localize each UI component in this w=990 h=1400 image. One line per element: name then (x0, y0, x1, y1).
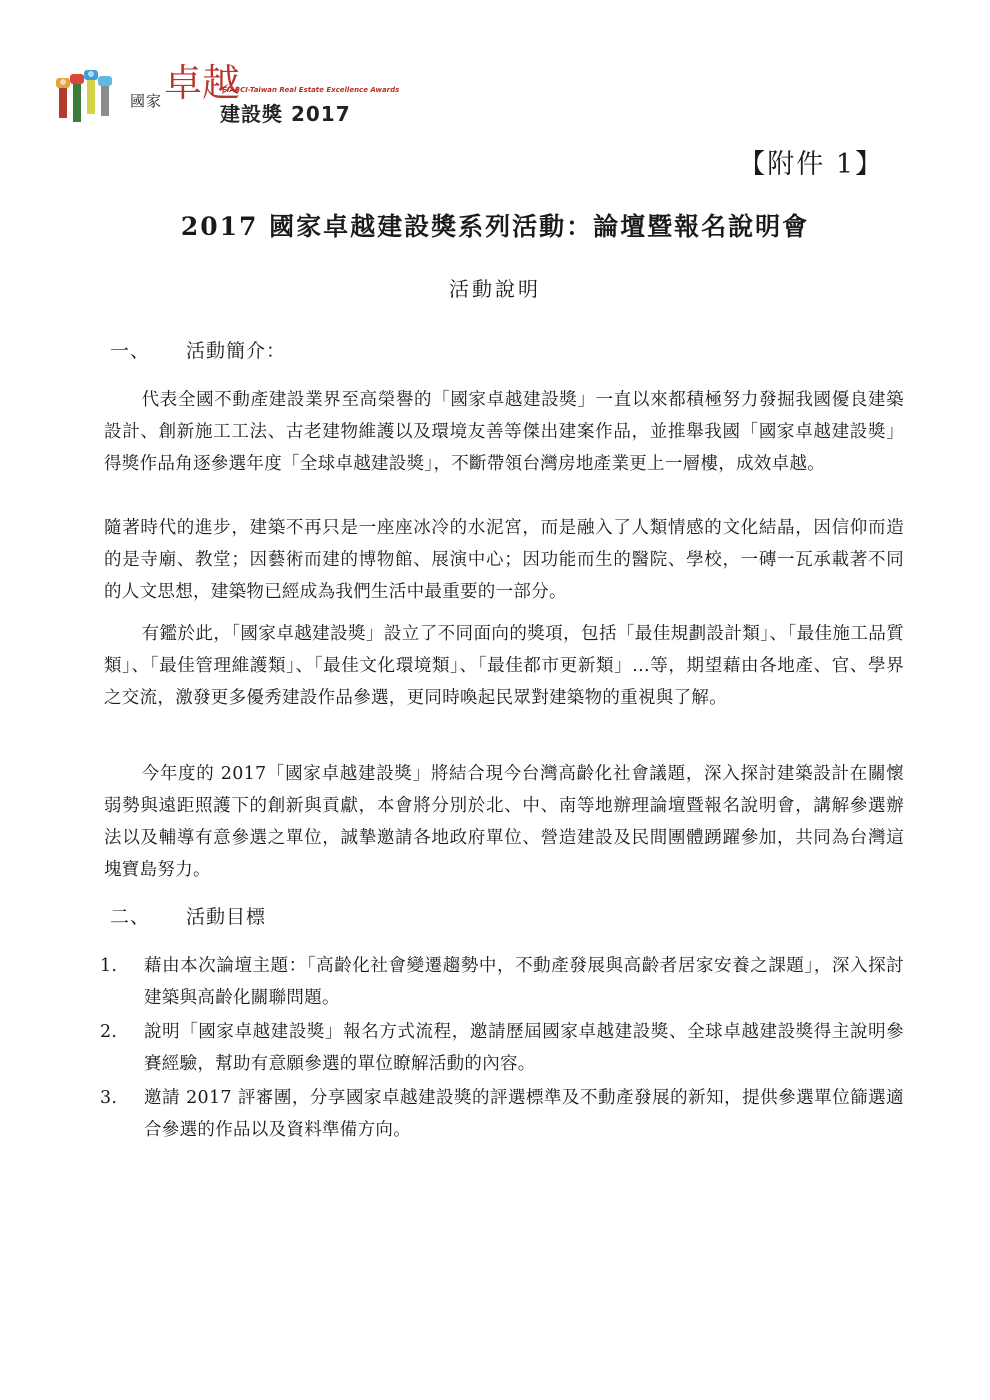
intro-paragraph-3: 有鑑於此，「國家卓越建設獎」設立了不同面向的獎項，包括「最佳規劃設計類」、「最佳施工品質類」、「最佳管理維護類」、「最佳文化環境類」、「最佳都市更新類」...等，期望藉由各地產、官、學界之交流，激發更多優秀建設作品參選，更同時喚起民眾對建築物的重視與了解。 (104, 624, 904, 708)
page-title: 2017 國家卓越建設獎系列活動：論壇暨報名說明會 (180, 212, 810, 241)
page-subtitle: 活動說明 (449, 277, 541, 301)
list-item-text: 邀請 2017 評審團，分享國家卓越建設獎的評選標準及不動產發展的新知，提供參選單位篩選適合參選的作品以及資料準備方向。 (144, 1088, 904, 1140)
list-item (100, 950, 904, 1014)
list-item-number: 1. (100, 956, 118, 976)
logo-prize-text: 建設獎 2017 (220, 102, 351, 126)
list-item-number: 3. (100, 1088, 118, 1108)
trophy-cups-icon (52, 66, 122, 136)
intro-paragraph-2: 隨著時代的進步，建築不再只是一座座冰冷的水泥宮，而是融入了人類情感的文化結晶，因信仰而造的是寺廟、教堂；因藝術而建的博物館、展演中心；因功能而生的醫院、學校，一磚一瓦承載著不同的人文思想，建築物已經成為我們生活中最重要的一部分。 (104, 518, 904, 602)
list-item (100, 1016, 904, 1080)
attachment-label: 【附件 1】 (738, 149, 884, 180)
logo-brand-text: 卓越 (164, 61, 241, 105)
intro-paragraph-4: 今年度的 2017「國家卓越建設獎」將結合現今台灣高齡化社會議題，深入探討建築設計在關懷弱勢與遠距照護下的創新與貢獻，本會將分別於北、中、南等地辦理論壇暨報名說明會，講解參選辦法以及輔導有意參選之單位，誠摯邀請各地政府單位、營造建設及民間團體踴躍參加，共同為台灣這塊寶島努力。 (104, 764, 904, 880)
section-1-title: 活動簡介： (186, 340, 287, 362)
list-item-text: 說明「國家卓越建設獎」報名方式流程，邀請歷屆國家卓越建設獎、全球卓越建設獎得主說明參賽經驗，幫助有意願參選的單位瞭解活動的內容。 (144, 1022, 904, 1074)
logo-org-text: 國家 (130, 92, 163, 110)
section-2-title: 活動目標 (186, 906, 267, 928)
award-logo (52, 61, 400, 152)
goals-list (100, 950, 904, 1148)
logo-english-text: FIABCI-Taiwan Real Estate Excellence Awards (222, 86, 400, 94)
list-item-text: 藉由本次論壇主題：「高齡化社會變遷趨勢中，不動產發展與高齡者居家安養之課題」，深入探討建築與高齡化關聯問題。 (144, 956, 904, 1008)
section-2-number: 二、 (110, 906, 151, 928)
list-item-number: 2. (100, 1022, 118, 1042)
intro-paragraph-1: 代表全國不動產建設業界至高榮譽的「國家卓越建設獎」一直以來都積極努力發掘我國優良建築設計、創新施工工法、古老建物維護以及環境友善等傑出建案作品，並推舉我國「國家卓越建設獎」得獎作品角逐參選年度「全球卓越建設獎」，不斷帶領台灣房地產業更上一層樓，成效卓越。 (104, 390, 904, 474)
list-item (100, 1082, 904, 1146)
section-1-heading (110, 336, 286, 363)
section-2-heading (110, 902, 266, 929)
section-1-number: 一、 (110, 340, 151, 362)
